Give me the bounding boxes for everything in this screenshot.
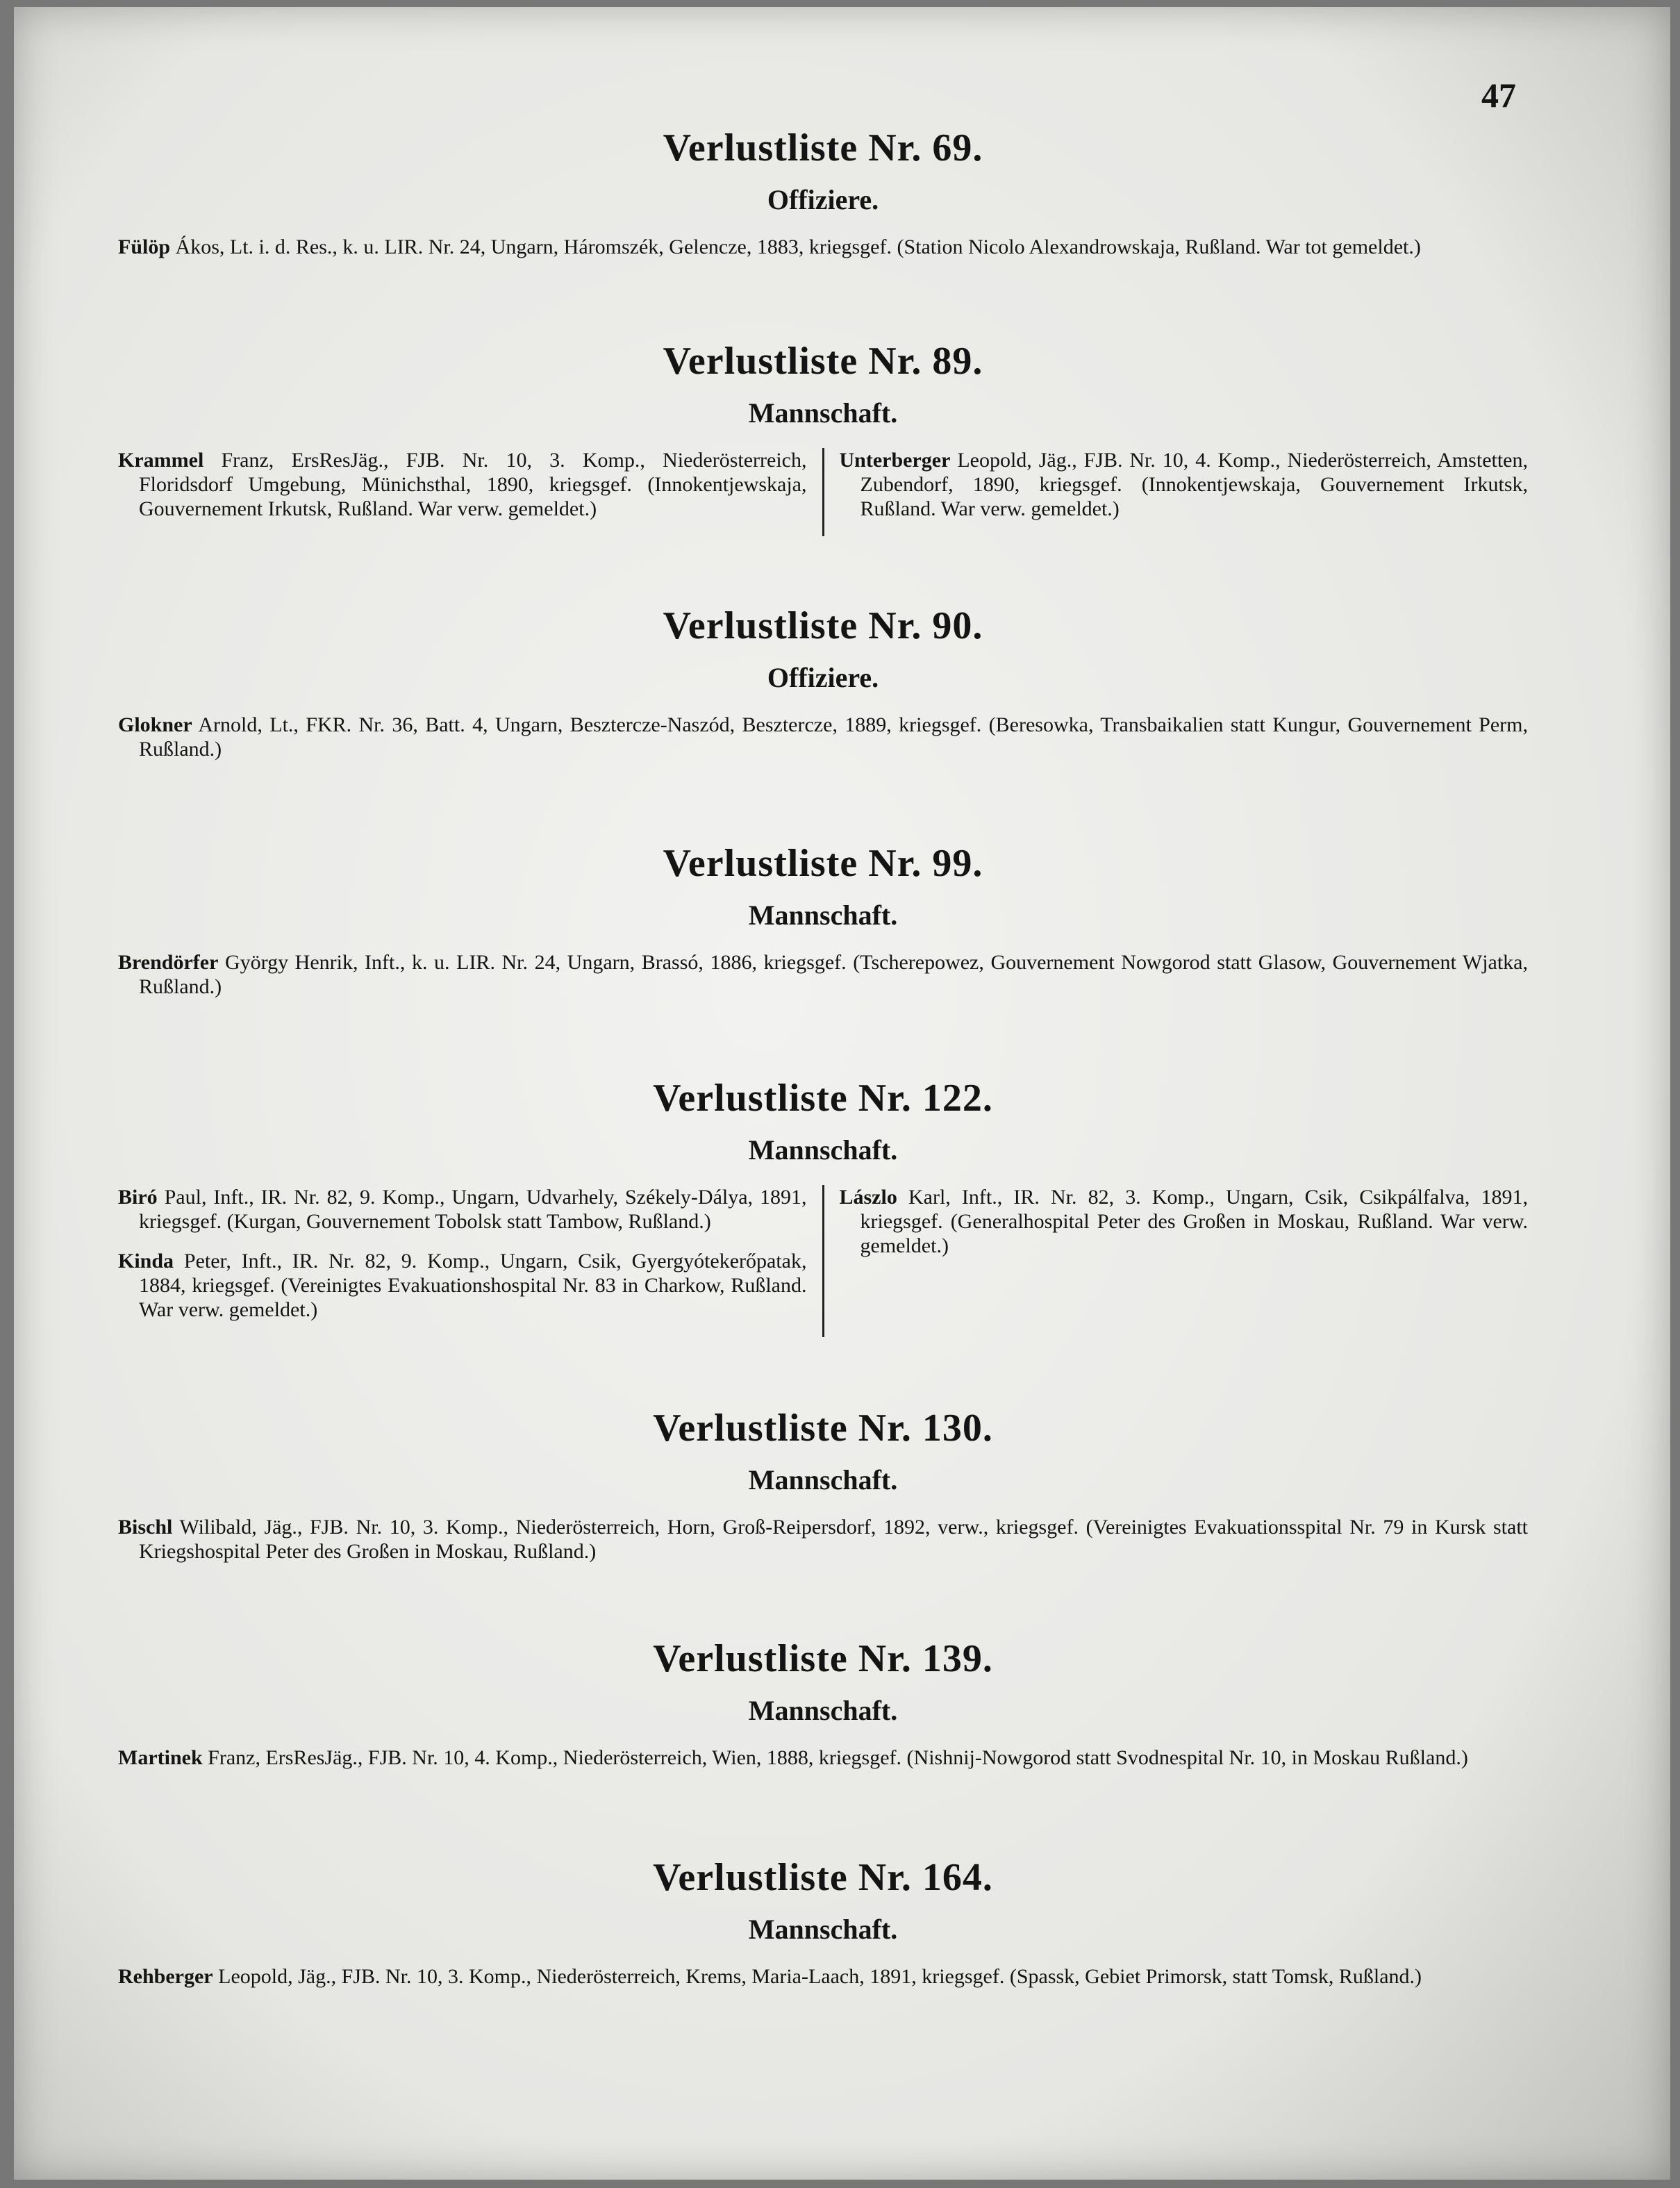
entry-name: Unterberger — [839, 449, 951, 472]
entry-name: Bischl — [118, 1516, 173, 1539]
section-title: Verlustliste Nr. 164. — [653, 1856, 993, 1899]
casualty-entry — [118, 713, 1528, 761]
section-category: Mannschaft. — [748, 1134, 898, 1166]
casualty-entry — [118, 1185, 807, 1234]
entry-text: Ákos, Lt. i. d. Res., k. u. LIR. Nr. 24, Ungarn, Háromszék, Gelencze, 1883, kriegsgef. (Station Nicolo Alexandrowskaja, Rußland. War tot gemeldet.) — [170, 235, 1421, 258]
section-category: Offiziere. — [767, 184, 879, 215]
section-category: Mannschaft. — [748, 900, 898, 931]
entry-name: Martinek — [118, 1746, 203, 1769]
section-title: Verlustliste Nr. 139. — [653, 1637, 993, 1680]
loss-list-section — [118, 125, 1528, 259]
entry-text: Peter, Inft., IR. Nr. 82, 9. Komp., Ungarn, Csik, Gyergyótekerőpatak, 1884, kriegsgef. (Vereinigtes Evakuationshospital Nr. 83 in Charkow, Rußland. War verw. gemeldet.) — [139, 1250, 807, 1321]
loss-list-section — [118, 1075, 1528, 1337]
right-column — [824, 448, 1529, 536]
entry-name: Lászlo — [839, 1186, 897, 1209]
entry-name: Kinda — [118, 1250, 174, 1273]
page-content — [118, 111, 1528, 2004]
entry-text: Paul, Inft., IR. Nr. 82, 9. Komp., Ungarn, Udvarhely, Székely-Dálya, 1891, kriegsgef. (Kurgan, Gouvernement Tobolsk statt Tambow, Rußland.) — [139, 1186, 807, 1233]
casualty-entry — [118, 950, 1528, 999]
page-number: 47 — [1481, 76, 1516, 115]
entry-name: Krammel — [118, 449, 204, 472]
loss-list-section — [118, 1405, 1528, 1564]
entry-text: Karl, Inft., IR. Nr. 82, 3. Komp., Ungarn, Csik, Csikpálfalva, 1891, kriegsgef. (Generalhospital Peter des Großen in Moskau, Rußland. War verw. gemeldet.) — [860, 1186, 1528, 1257]
document-page — [14, 7, 1670, 2180]
entry-name: Fülöp — [118, 235, 171, 258]
section-title: Verlustliste Nr. 130. — [653, 1407, 993, 1450]
entry-text: Leopold, Jäg., FJB. Nr. 10, 3. Komp., Niederösterreich, Krems, Maria-Laach, 1891, kriegsgef. (Spassk, Gebiet Primorsk, statt Tomsk, Rußland.) — [213, 1965, 1422, 1988]
casualty-entry — [118, 1249, 807, 1322]
casualty-entry — [118, 235, 1528, 259]
section-category: Mannschaft. — [748, 1695, 898, 1726]
section-title: Verlustliste Nr. 99. — [663, 842, 983, 885]
entry-name: Rehberger — [118, 1965, 213, 1988]
section-category: Mannschaft. — [748, 1914, 898, 1945]
entry-text: György Henrik, Inft., k. u. LIR. Nr. 24, Ungarn, Brassó, 1886, kriegsgef. (Tscherepowez, Gouvernement Nowgorod statt Glasow, Gouvernement Wjatka, Rußland.) — [139, 951, 1528, 998]
casualty-entry — [118, 1515, 1528, 1564]
loss-list-section — [118, 603, 1528, 761]
entry-text: Leopold, Jäg., FJB. Nr. 10, 4. Komp., Niederösterreich, Amstetten, Zubendorf, 1890, kriegsgef. (Innokentjewskaja, Gouvernement Irkutsk, Rußland. War verw. gemeldet.) — [860, 449, 1528, 520]
entry-name: Biró — [118, 1186, 158, 1209]
casualty-entry — [840, 448, 1529, 521]
entry-text: Wilibald, Jäg., FJB. Nr. 10, 3. Komp., Niederösterreich, Horn, Groß-Reipersdorf, 1892, verw., kriegsgef. (Vereinigtes Evakuationsspital Nr. 79 in Kursk statt Kriegshospital Peter des Großen in Moskau, Rußland.) — [139, 1516, 1528, 1563]
loss-list-section — [118, 840, 1528, 999]
entry-name: Glokner — [118, 713, 192, 736]
entry-text: Arnold, Lt., FKR. Nr. 36, Batt. 4, Ungarn, Besztercze-Naszód, Besztercze, 1889, kriegsgef. (Beresowka, Transbaikalien statt Kungur, Gouvernement Perm, Rußland.) — [139, 713, 1528, 761]
section-title: Verlustliste Nr. 90. — [663, 604, 983, 647]
casualty-entry — [118, 1964, 1528, 1989]
casualty-entry — [118, 448, 807, 521]
casualty-entry — [118, 1746, 1528, 1770]
section-category: Mannschaft. — [748, 397, 898, 429]
two-column-entries — [118, 1185, 1528, 1337]
entry-name: Brendörfer — [118, 951, 219, 974]
section-category: Mannschaft. — [748, 1464, 898, 1495]
left-column — [118, 448, 824, 536]
section-title: Verlustliste Nr. 89. — [663, 340, 983, 383]
loss-list-section — [118, 1636, 1528, 1770]
right-column — [824, 1185, 1529, 1337]
entry-text: Franz, ErsResJäg., FJB. Nr. 10, 4. Komp., Niederösterreich, Wien, 1888, kriegsgef. (Nishnij-Nowgorod statt Svodnespital Nr. 10, in Moskau Rußland.) — [202, 1746, 1468, 1769]
entry-text: Franz, ErsResJäg., FJB. Nr. 10, 3. Komp., Niederösterreich, Floridsdorf Umgebung, Münichsthal, 1890, kriegsgef. (Innokentjewskaja, Gouvernement Irkutsk, Rußland. War verw. gemeldet.) — [139, 449, 807, 520]
two-column-entries — [118, 448, 1528, 536]
section-category: Offiziere. — [767, 662, 879, 693]
loss-list-section — [118, 1855, 1528, 1989]
loss-list-section — [118, 338, 1528, 536]
section-title: Verlustliste Nr. 69. — [663, 126, 983, 169]
casualty-entry — [840, 1185, 1529, 1258]
left-column — [118, 1185, 824, 1337]
section-title: Verlustliste Nr. 122. — [653, 1077, 993, 1120]
